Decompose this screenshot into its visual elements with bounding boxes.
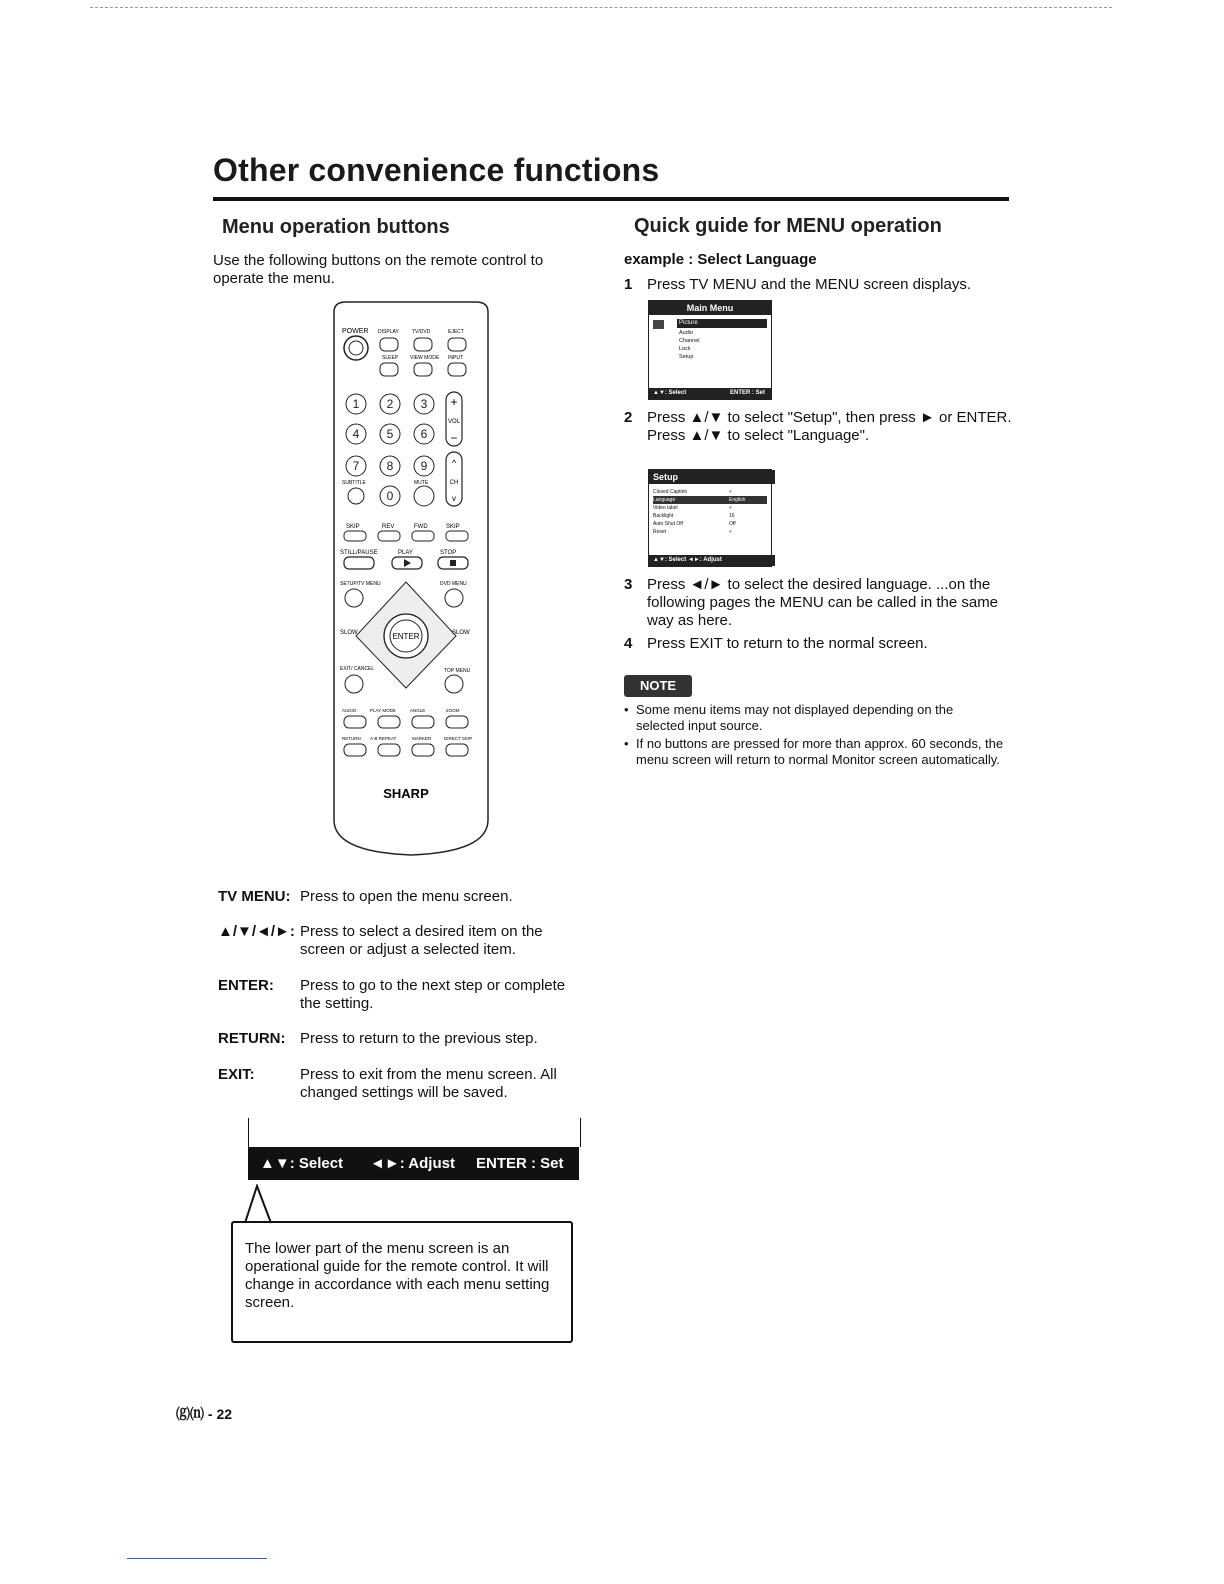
remote-label-direct: DIRECT SKIP — [444, 736, 473, 741]
digit-9: 9 — [420, 459, 428, 473]
remote-label-repeat: A-B REPEAT — [370, 736, 397, 741]
setup-row-selected — [653, 496, 767, 504]
quick-guide-heading: Quick guide for MENU operation — [634, 215, 942, 237]
remote-label-rev: REV — [382, 524, 395, 530]
setup-menu-rows — [653, 488, 767, 536]
digit-6: 6 — [420, 427, 428, 441]
remote-label-ch: CH — [449, 480, 459, 486]
remote-label-still: STILL/PAUSE — [340, 550, 378, 556]
main-menu-item-audio: Audio — [679, 330, 694, 336]
intro-text: Use the following buttons on the remote control to operate the menu. — [213, 252, 544, 287]
main-menu-screen — [648, 300, 772, 400]
top-dashed-rule — [90, 7, 1112, 8]
remote-label-mute: MUTE — [414, 480, 429, 486]
setup-row — [653, 520, 767, 528]
setup-row-value: » — [729, 505, 732, 511]
note-item: • If no buttons are pressed for more than approx. 60 seconds, the menu screen will return to normal Monitor screen automatically. — [624, 736, 1004, 768]
setup-row-name: Closed Caption — [653, 489, 688, 495]
remote-label-fwd: FWD — [414, 524, 428, 530]
guide-select: ▲▼: Select — [260, 1155, 344, 1172]
digit-0: 0 — [386, 489, 394, 503]
setup-row-value: » — [729, 529, 732, 535]
remote-label-marker: MARKER — [412, 736, 432, 741]
step-text: Press ◄/► to select the desired language. ...on the following pages the MENU can be called in the same way as here. — [647, 576, 999, 629]
step-text: Press TV MENU and the MENU screen displays. — [647, 276, 972, 293]
callout-text: The lower part of the menu screen is an operational guide for the remote control. It will change in accordance with each menu setting screen. — [245, 1240, 550, 1311]
page-number: ⒢⒩ - 22 — [176, 1406, 233, 1422]
main-menu-footer — [649, 388, 771, 399]
remote-label-sleep: SLEEP — [382, 355, 399, 361]
menu-operation-heading: Menu operation buttons — [222, 216, 450, 238]
digit-2: 2 — [386, 397, 394, 411]
svg-text:^: ^ — [451, 458, 457, 468]
example-label: example : Select Language — [624, 251, 817, 268]
guide-bar-frame — [248, 1118, 581, 1147]
remote-label-subtitle: SUBTITLE — [342, 480, 366, 486]
remote-label-slow-left: SLOW — [340, 630, 358, 636]
remote-label-play: PLAY — [398, 550, 413, 556]
step-number: 4 — [624, 635, 633, 652]
step-text: Press ▲/▼ to select "Setup", then press ► or ENTER. Press ▲/▼ to select "Language". — [647, 409, 1012, 444]
remote-label-setup: SETUP/TV MENU — [340, 581, 381, 587]
setup-row — [653, 504, 767, 512]
bottom-underline — [127, 1558, 267, 1559]
remote-label-power: POWER — [342, 328, 369, 335]
key-label: TV MENU: — [218, 888, 291, 905]
digit-3: 3 — [420, 397, 428, 411]
key-desc: Press to exit from the menu screen. All changed settings will be saved. — [300, 1066, 557, 1101]
setup-menu-screen — [648, 469, 772, 567]
setup-row-value: Off — [729, 521, 736, 527]
step-number: 1 — [624, 276, 633, 293]
step-2 — [624, 409, 1014, 469]
setup-row — [653, 512, 767, 520]
main-menu-item-picture: Picture — [677, 319, 767, 328]
step-number: 3 — [624, 576, 633, 593]
main-menu-footer-set: ENTER : Set — [729, 390, 765, 396]
notes-badge: NOTE — [624, 675, 692, 697]
remote-label-tvdvd: TV/DVD — [412, 329, 431, 335]
step-4 — [624, 635, 1014, 655]
remote-label-enter: ENTER — [392, 632, 420, 641]
note-item: • Some menu items may not displayed depending on the selected input source. — [624, 702, 1004, 734]
step-text: Press EXIT to return to the normal screen. — [647, 635, 928, 652]
key-desc: Press to return to the previous step. — [300, 1030, 538, 1047]
digit-8: 8 — [386, 459, 394, 473]
key-desc: Press to open the menu screen. — [300, 888, 513, 905]
key-desc: Press to select a desired item on the screen or adjust a selected item. — [300, 923, 543, 958]
setup-row-value: » — [729, 489, 732, 495]
page-title: Other convenience functions — [213, 152, 660, 188]
remote-label-audio: AUDIO — [342, 708, 357, 713]
remote-label-topmenu: TOP MENU — [444, 668, 471, 674]
remote-label-slow-right: SLOW — [452, 630, 470, 636]
digit-4: 4 — [352, 427, 360, 441]
notes-list — [624, 702, 1004, 770]
key-label: RETURN: — [218, 1030, 286, 1047]
setup-row-value: 16 — [729, 513, 735, 519]
title-rule — [213, 197, 1009, 201]
main-menu-item-channel: Channel — [679, 338, 700, 344]
setup-menu-title: Setup — [649, 470, 775, 484]
remote-label-dvdmenu: DVD MENU — [440, 581, 467, 587]
remote-label-skip-back: SKIP — [346, 524, 360, 530]
main-menu-item-lock: Lock — [679, 346, 691, 352]
remote-label-exit: EXIT/ CANCEL — [340, 666, 375, 672]
svg-text:v: v — [452, 494, 456, 503]
remote-label-angle: ANGLE — [410, 708, 426, 713]
setup-menu-footer: ▲▼: Select ◄►: Adjust — [649, 555, 775, 566]
remote-brand: SHARP — [383, 786, 429, 801]
remote-label-display: DISPLAY — [378, 329, 399, 335]
step-number: 2 — [624, 409, 633, 426]
key-label: EXIT: — [218, 1066, 255, 1083]
key-label: ENTER: — [218, 977, 274, 994]
remote-label-input: INPUT — [448, 355, 463, 361]
digit-5: 5 — [386, 427, 394, 441]
main-menu-title: Main Menu — [649, 301, 771, 315]
remote-label-skip-fwd: SKIP — [446, 524, 460, 530]
setup-row-name: Video label — [653, 505, 678, 511]
remote-label-viewmode: VIEW MODE — [410, 355, 440, 361]
guide-adjust: ◄►: Adjust — [370, 1155, 455, 1172]
guide-enter: ENTER : Set — [476, 1155, 564, 1172]
remote-label-stop: STOP — [440, 550, 457, 556]
picture-icon — [653, 320, 664, 329]
step-3 — [624, 576, 1014, 632]
setup-row-name: Language — [653, 497, 676, 503]
remote-label-eject: EJECT — [448, 329, 464, 335]
main-menu-footer-select: ▲▼: Select — [653, 390, 687, 396]
setup-row-name: Backlight — [653, 513, 674, 519]
remote-label-return: RETURN — [342, 736, 361, 741]
remote-label-zoom: ZOOM — [446, 708, 460, 713]
svg-text:+: + — [450, 395, 458, 409]
step-1 — [624, 276, 1014, 296]
remote-label-playmode: PLAY MODE — [370, 708, 396, 713]
setup-row-value: English — [729, 497, 746, 503]
callout-pointer — [231, 1184, 291, 1224]
main-menu-item-setup: Setup — [679, 354, 694, 360]
key-label: ▲/▼/◄/►: — [218, 923, 295, 940]
setup-row-name: Reset — [653, 529, 667, 535]
key-desc: Press to go to the next step or complete the setting. — [300, 977, 566, 1012]
operation-guide-bar — [248, 1147, 579, 1180]
digit-7: 7 — [352, 459, 360, 473]
setup-row — [653, 528, 767, 536]
digit-1: 1 — [352, 397, 360, 411]
setup-row-name: Auto Shut Off — [653, 521, 683, 527]
setup-row — [653, 488, 767, 496]
remote-control-illustration — [326, 300, 496, 860]
svg-text:−: − — [450, 431, 458, 445]
remote-label-vol: VOL — [447, 419, 461, 425]
